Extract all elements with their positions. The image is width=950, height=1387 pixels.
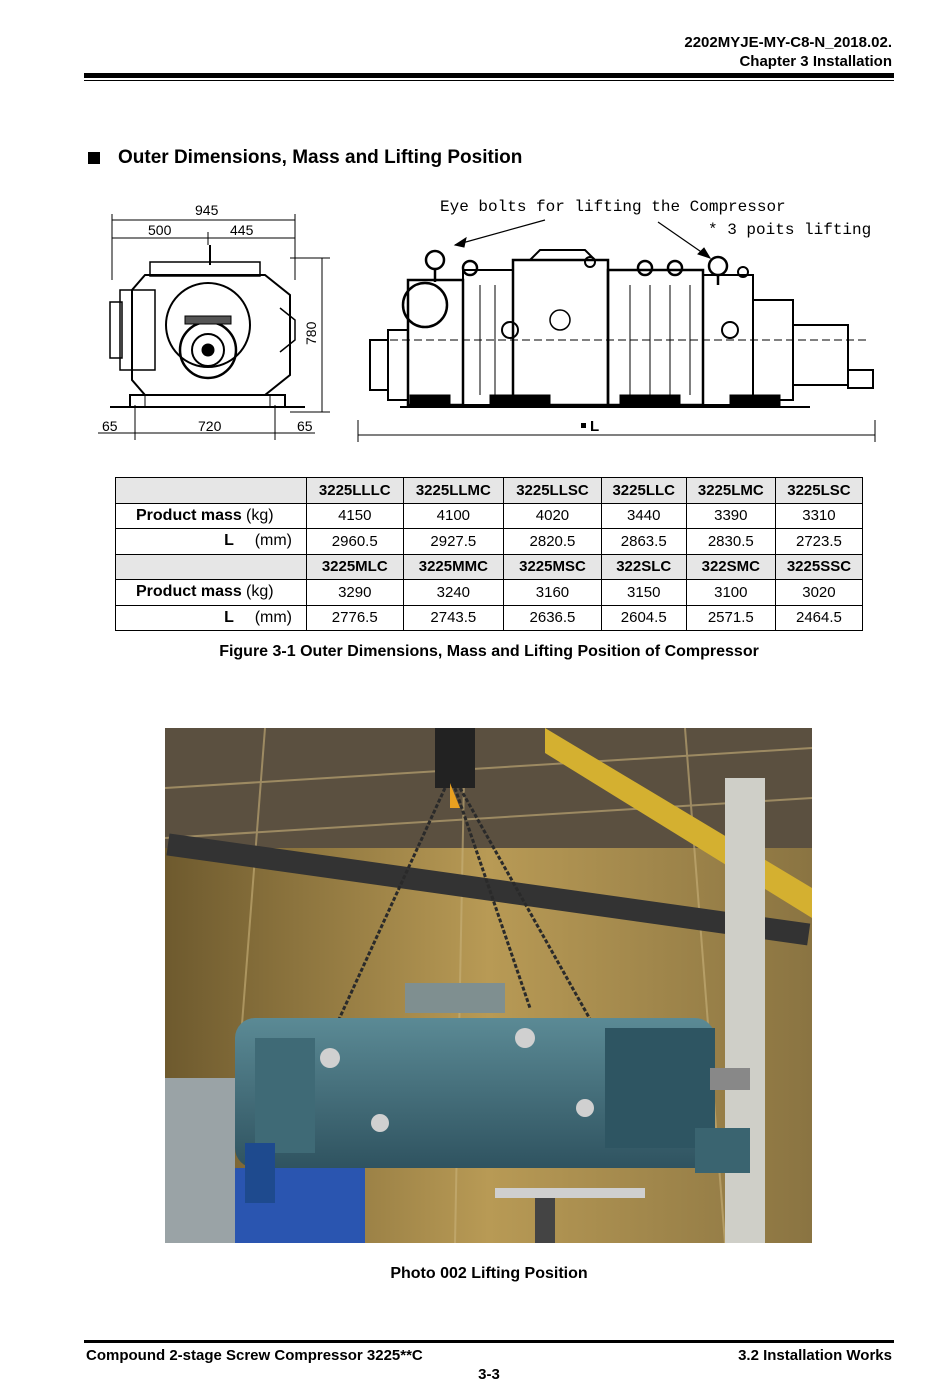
model-cell: 322SMC: [686, 554, 775, 580]
photo-caption: Photo 002 Lifting Position: [390, 1265, 588, 1282]
table-header-row: [116, 478, 863, 504]
footer-section-name: 3.2 Installation Works: [738, 1347, 892, 1364]
footer-rule: [84, 1340, 894, 1343]
mass-cell: 4100: [403, 503, 504, 529]
mass-label: Product mass: [136, 583, 242, 601]
length-cell: 2927.5: [403, 529, 504, 555]
dim-left-label: 500: [148, 222, 172, 238]
length-cell: 2863.5: [601, 529, 686, 555]
length-row-header: [116, 529, 307, 555]
header-rule-thin: [84, 80, 894, 81]
dim-height-label: 780: [303, 321, 319, 345]
mass-cell: 3100: [686, 580, 775, 606]
page-number: 3-3: [478, 1366, 500, 1383]
lifting-photo-svg: [165, 728, 812, 1243]
length-cell: 2604.5: [601, 605, 686, 631]
model-cell: 3225LLSC: [504, 478, 602, 504]
dim-right-label: 445: [230, 222, 254, 238]
model-cell: 3225SSC: [775, 554, 862, 580]
mass-cell: 4150: [307, 503, 404, 529]
table-row: [116, 503, 863, 529]
lifting-photo: [165, 728, 812, 1243]
length-label: L: [224, 532, 234, 550]
mass-cell: 3240: [403, 580, 504, 606]
square-bullet-icon: [88, 152, 100, 164]
length-row-header: [116, 605, 307, 631]
table-row: [116, 580, 863, 606]
length-cell: 2830.5: [686, 529, 775, 555]
length-unit: (mm): [254, 608, 292, 626]
mass-length-table: [115, 477, 863, 631]
dim-length-label: L: [590, 418, 600, 435]
mass-cell: 3160: [504, 580, 602, 606]
model-cell: 3225LLMC: [403, 478, 504, 504]
footer-product-name: Compound 2-stage Screw Compressor 3225**C: [86, 1347, 423, 1364]
header-rule-thick: [84, 73, 894, 78]
length-cell: 2636.5: [504, 605, 602, 631]
model-cell: 3225LSC: [775, 478, 862, 504]
length-cell: 2464.5: [775, 605, 862, 631]
length-label: L: [224, 608, 234, 626]
drawing-svg: [90, 190, 890, 460]
length-unit: (mm): [254, 532, 292, 550]
length-cell: 2776.5: [307, 605, 404, 631]
length-cell: 2743.5: [403, 605, 504, 631]
mass-unit: (kg): [245, 583, 274, 601]
mass-label: Product mass: [136, 506, 242, 524]
model-cell: 3225MLC: [307, 554, 404, 580]
mass-unit: (kg): [245, 506, 274, 524]
length-cell: 2723.5: [775, 529, 862, 555]
mass-cell: 3310: [775, 503, 862, 529]
dim-base-mid-label: 720: [198, 418, 222, 434]
model-cell: 3225LLC: [601, 478, 686, 504]
mass-cell: 3290: [307, 580, 404, 606]
chapter-title: Chapter 3 Installation: [739, 53, 892, 70]
document-header: [684, 33, 892, 71]
table-row: [116, 605, 863, 631]
callout-eyebolts: Eye bolts for lifting the Compressor: [440, 198, 786, 216]
length-cell: 2820.5: [504, 529, 602, 555]
dim-total-label: 945: [195, 202, 219, 218]
model-cell: 3225MSC: [504, 554, 602, 580]
compressor-drawing: [90, 190, 890, 460]
dim-base-right-label: 65: [297, 418, 313, 434]
figure-caption: Figure 3-1 Outer Dimensions, Mass and Lifting Position of Compressor: [219, 643, 759, 660]
section-title: Outer Dimensions, Mass and Lifting Position: [118, 147, 523, 168]
model-cell: 3225LMC: [686, 478, 775, 504]
model-cell: 3225LLLC: [307, 478, 404, 504]
section-heading: [88, 147, 522, 169]
mass-cell: 3020: [775, 580, 862, 606]
mass-row-header: [116, 503, 307, 529]
length-cell: 2960.5: [307, 529, 404, 555]
mass-cell: 3150: [601, 580, 686, 606]
length-cell: 2571.5: [686, 605, 775, 631]
dim-base-left-label: 65: [102, 418, 118, 434]
document-code: 2202MYJE-MY-C8-N_2018.02.: [684, 34, 892, 51]
mass-row-header: [116, 580, 307, 606]
table-header-blank: [116, 478, 307, 504]
table-row: [116, 529, 863, 555]
mass-cell: 3440: [601, 503, 686, 529]
callout-lifting-points: * 3 poits lifting: [708, 221, 872, 239]
mass-cell: 3390: [686, 503, 775, 529]
model-cell: 322SLC: [601, 554, 686, 580]
table-header-row: [116, 554, 863, 580]
table-header-blank: [116, 554, 307, 580]
model-cell: 3225MMC: [403, 554, 504, 580]
mass-cell: 4020: [504, 503, 602, 529]
